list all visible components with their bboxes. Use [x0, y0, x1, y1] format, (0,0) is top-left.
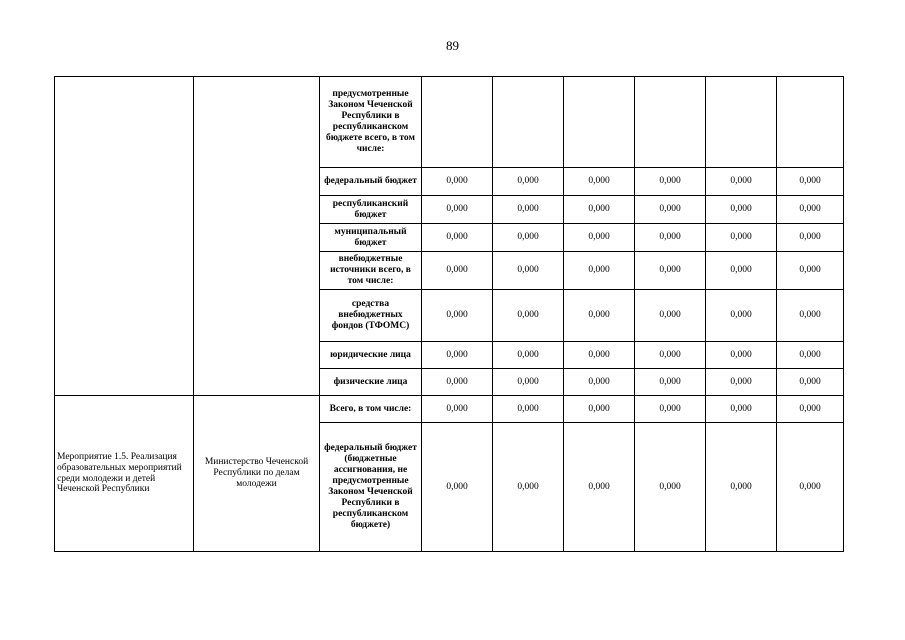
- value-cell: 0,000: [777, 369, 844, 396]
- activity-cell: Мероприятие 1.5. Реализация образовательных мероприятий среди молодежи и детей Чеченской Республики: [55, 396, 194, 552]
- value-cell: 0,000: [635, 342, 706, 369]
- funding-source-cell: федеральный бюджет (бюджетные ассигнования, не предусмотренные Законом Чеченской Республики в республиканском бюджете): [320, 423, 422, 552]
- value-cell: 0,000: [635, 290, 706, 342]
- value-cell: 0,000: [564, 342, 635, 369]
- value-cell: [635, 77, 706, 168]
- value-cell: 0,000: [493, 252, 564, 290]
- funding-source-cell: муниципальный бюджет: [320, 224, 422, 252]
- value-cell: [422, 77, 493, 168]
- value-cell: 0,000: [422, 168, 493, 196]
- value-cell: 0,000: [777, 396, 844, 423]
- value-cell: 0,000: [635, 396, 706, 423]
- activity-cell: [55, 77, 194, 396]
- value-cell: 0,000: [635, 252, 706, 290]
- value-cell: 0,000: [706, 396, 777, 423]
- value-cell: 0,000: [706, 224, 777, 252]
- funding-source-cell: средства внебюджетных фондов (ТФОМС): [320, 290, 422, 342]
- funding-source-cell: республиканский бюджет: [320, 196, 422, 224]
- value-cell: 0,000: [777, 423, 844, 552]
- value-cell: 0,000: [777, 224, 844, 252]
- value-cell: 0,000: [493, 342, 564, 369]
- funding-source-cell: физические лица: [320, 369, 422, 396]
- value-cell: 0,000: [706, 196, 777, 224]
- value-cell: 0,000: [706, 369, 777, 396]
- value-cell: 0,000: [422, 342, 493, 369]
- value-cell: 0,000: [422, 290, 493, 342]
- executor-cell: Министерство Чеченской Республики по делам молодежи: [194, 396, 320, 552]
- executor-cell: [194, 77, 320, 396]
- value-cell: 0,000: [564, 423, 635, 552]
- value-cell: [493, 77, 564, 168]
- table-row: [55, 77, 844, 168]
- funding-source-cell: федеральный бюджет: [320, 168, 422, 196]
- value-cell: 0,000: [635, 224, 706, 252]
- funding-source-cell: юридические лица: [320, 342, 422, 369]
- value-cell: 0,000: [777, 252, 844, 290]
- value-cell: 0,000: [564, 196, 635, 224]
- value-cell: 0,000: [493, 369, 564, 396]
- value-cell: 0,000: [635, 168, 706, 196]
- value-cell: 0,000: [422, 396, 493, 423]
- value-cell: 0,000: [564, 252, 635, 290]
- value-cell: 0,000: [706, 423, 777, 552]
- funding-source-cell: внебюджетные источники всего, в том числе:: [320, 252, 422, 290]
- value-cell: 0,000: [493, 168, 564, 196]
- value-cell: 0,000: [635, 423, 706, 552]
- value-cell: 0,000: [493, 423, 564, 552]
- value-cell: 0,000: [493, 290, 564, 342]
- value-cell: 0,000: [777, 290, 844, 342]
- value-cell: [777, 77, 844, 168]
- funding-source-cell: Всего, в том числе:: [320, 396, 422, 423]
- table-row: [55, 396, 844, 423]
- value-cell: 0,000: [564, 168, 635, 196]
- value-cell: 0,000: [635, 369, 706, 396]
- value-cell: 0,000: [493, 396, 564, 423]
- value-cell: 0,000: [422, 369, 493, 396]
- value-cell: 0,000: [422, 252, 493, 290]
- value-cell: 0,000: [422, 196, 493, 224]
- value-cell: 0,000: [706, 168, 777, 196]
- value-cell: [564, 77, 635, 168]
- value-cell: 0,000: [493, 196, 564, 224]
- value-cell: 0,000: [706, 290, 777, 342]
- page-number: 89: [446, 38, 459, 53]
- funding-table: [54, 76, 844, 552]
- value-cell: 0,000: [564, 224, 635, 252]
- value-cell: 0,000: [706, 252, 777, 290]
- value-cell: 0,000: [777, 342, 844, 369]
- value-cell: 0,000: [493, 224, 564, 252]
- value-cell: [706, 77, 777, 168]
- value-cell: 0,000: [706, 342, 777, 369]
- value-cell: 0,000: [564, 396, 635, 423]
- value-cell: 0,000: [777, 168, 844, 196]
- value-cell: 0,000: [422, 423, 493, 552]
- value-cell: 0,000: [635, 196, 706, 224]
- funding-source-cell: предусмотренные Законом Чеченской Республики в республиканском бюджете всего, в том числе:: [320, 77, 422, 168]
- value-cell: 0,000: [564, 369, 635, 396]
- value-cell: 0,000: [422, 224, 493, 252]
- value-cell: 0,000: [777, 196, 844, 224]
- value-cell: 0,000: [564, 290, 635, 342]
